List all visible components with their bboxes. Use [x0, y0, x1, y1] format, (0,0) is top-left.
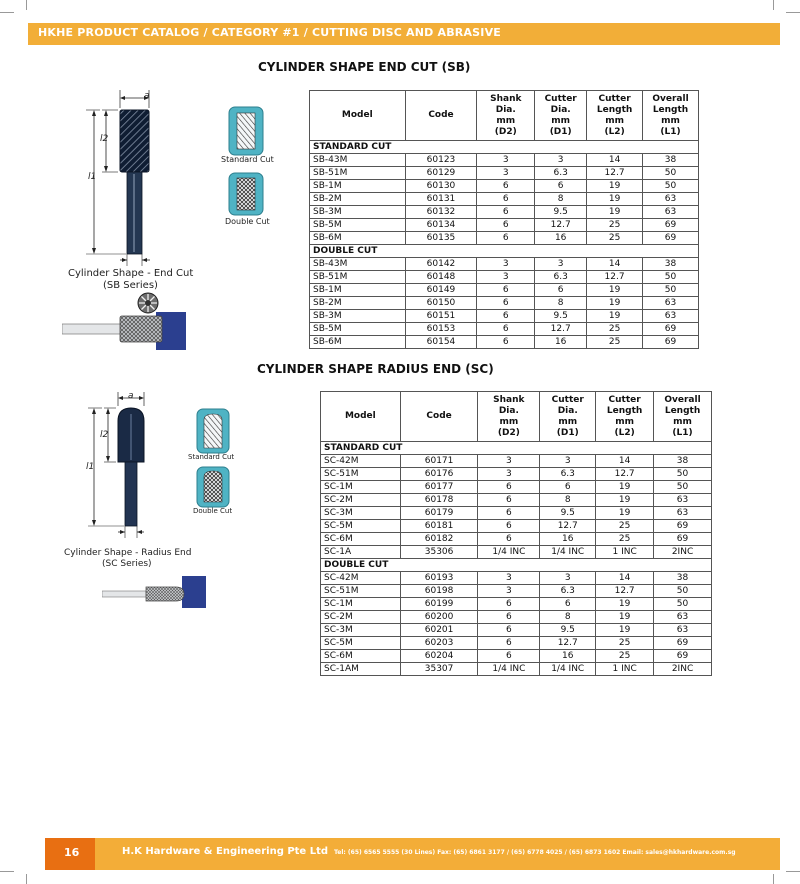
- table-row: [310, 297, 699, 310]
- cell-model: SC-42M: [321, 572, 401, 585]
- cell-shank-dia: 6: [478, 611, 540, 624]
- cell-shank-dia: 6: [477, 219, 535, 232]
- cell-overall-length: 63: [643, 310, 699, 323]
- cell-cutter-dia: 8: [535, 297, 587, 310]
- double-cut-label: Double Cut: [193, 507, 233, 515]
- cell-model: SC-5M: [321, 520, 401, 533]
- table-row: [321, 494, 712, 507]
- cell-model: SC-51M: [321, 468, 401, 481]
- cell-model: SB-51M: [310, 271, 406, 284]
- cell-cutter-length: 12.7: [587, 167, 643, 180]
- cell-cutter-dia: 6.3: [540, 468, 596, 481]
- cell-cutter-length: 25: [596, 637, 654, 650]
- table-row: [321, 598, 712, 611]
- cell-overall-length: 69: [643, 232, 699, 245]
- cell-cutter-dia: 8: [535, 193, 587, 206]
- table-row: [321, 650, 712, 663]
- group-row: [310, 141, 699, 154]
- group-row: [321, 559, 712, 572]
- table-row: [321, 520, 712, 533]
- table-row: [321, 585, 712, 598]
- cell-overall-length: 63: [654, 494, 712, 507]
- table-row: [321, 663, 712, 676]
- cell-cutter-length: 19: [587, 310, 643, 323]
- table-row: [310, 271, 699, 284]
- sc-figure-caption-line1: Cylinder Shape - Radius End: [64, 548, 192, 558]
- cell-shank-dia: 6: [477, 193, 535, 206]
- cell-cutter-length: 19: [596, 507, 654, 520]
- cell-code: 60201: [400, 624, 478, 637]
- cell-overall-length: 63: [643, 193, 699, 206]
- cell-cutter-length: 1 INC: [596, 663, 654, 676]
- company-name: H.K Hardware & Engineering Pte Ltd: [122, 846, 329, 857]
- cell-cutter-dia: 12.7: [540, 520, 596, 533]
- cell-shank-dia: 6: [478, 507, 540, 520]
- sb-table-body: [310, 141, 699, 349]
- double-cut-swatch: [196, 466, 230, 508]
- crop-mark: [0, 871, 14, 872]
- sc-technical-drawing: [86, 390, 166, 540]
- table-row: [321, 481, 712, 494]
- sb-spec-table: [309, 90, 699, 349]
- table-row: [321, 468, 712, 481]
- col-header-code: Code: [405, 91, 477, 141]
- dim-label-a: a: [144, 91, 150, 101]
- cell-code: 60123: [405, 154, 477, 167]
- cell-cutter-length: 12.7: [596, 585, 654, 598]
- group-row: [310, 245, 699, 258]
- cell-model: SC-2M: [321, 611, 401, 624]
- cell-model: SB-5M: [310, 219, 406, 232]
- cell-code: 60203: [400, 637, 478, 650]
- double-cut-swatch: [228, 172, 264, 216]
- dim-label-l2: l2: [100, 430, 109, 440]
- cell-code: 60177: [400, 481, 478, 494]
- cell-code: 35307: [400, 663, 478, 676]
- cell-code: 60132: [405, 206, 477, 219]
- cell-overall-length: 50: [654, 481, 712, 494]
- section-title-sc: CYLINDER SHAPE RADIUS END (SC): [257, 362, 494, 376]
- cell-cutter-length: 19: [596, 598, 654, 611]
- section-title-sb: CYLINDER SHAPE END CUT (SB): [258, 60, 471, 74]
- cell-cutter-dia: 16: [540, 533, 596, 546]
- cell-cutter-dia: 3: [535, 258, 587, 271]
- table-row: [310, 219, 699, 232]
- cell-model: SB-1M: [310, 284, 406, 297]
- cell-code: 60148: [405, 271, 477, 284]
- standard-cut-swatch: [196, 408, 230, 454]
- cell-shank-dia: 3: [478, 585, 540, 598]
- cell-cutter-length: 1 INC: [596, 546, 654, 559]
- cell-model: SB-2M: [310, 193, 406, 206]
- cell-cutter-length: 14: [587, 258, 643, 271]
- cell-model: SC-1M: [321, 481, 401, 494]
- table-row: [310, 323, 699, 336]
- cell-shank-dia: 6: [478, 533, 540, 546]
- cell-cutter-length: 19: [587, 180, 643, 193]
- cell-cutter-length: 12.7: [587, 271, 643, 284]
- cell-shank-dia: 6: [477, 232, 535, 245]
- cell-overall-length: 69: [654, 637, 712, 650]
- cell-shank-dia: 6: [478, 520, 540, 533]
- cell-cutter-length: 25: [587, 336, 643, 349]
- cell-overall-length: 38: [654, 572, 712, 585]
- cell-overall-length: 69: [654, 533, 712, 546]
- cell-cutter-dia: 6: [540, 598, 596, 611]
- col-header-cutter-length: Cutter Length mm (L2): [587, 91, 643, 141]
- cell-code: 60176: [400, 468, 478, 481]
- breadcrumb: HKHE PRODUCT CATALOG / CATEGORY #1 / CUTTING DISC AND ABRASIVE: [38, 26, 502, 39]
- cell-shank-dia: 6: [477, 310, 535, 323]
- cell-model: SB-5M: [310, 323, 406, 336]
- cell-code: 60178: [400, 494, 478, 507]
- dim-label-l1: l1: [88, 172, 97, 182]
- cell-shank-dia: 6: [477, 336, 535, 349]
- table-row: [310, 310, 699, 323]
- cell-shank-dia: 3: [477, 258, 535, 271]
- col-header-overall-length: Overall Length mm (L1): [654, 392, 712, 442]
- sb-figure-caption-line2: (SB Series): [103, 280, 158, 291]
- cell-code: 60179: [400, 507, 478, 520]
- cell-code: 60134: [405, 219, 477, 232]
- sc-product-photo: [102, 574, 208, 608]
- cell-cutter-length: 19: [596, 481, 654, 494]
- crop-mark: [26, 874, 27, 884]
- cell-overall-length: 69: [654, 650, 712, 663]
- cell-cutter-dia: 9.5: [535, 206, 587, 219]
- col-header-model: Model: [321, 392, 401, 442]
- cell-code: 60171: [400, 455, 478, 468]
- table-row: [310, 154, 699, 167]
- cell-cutter-dia: 12.7: [535, 219, 587, 232]
- table-row: [321, 533, 712, 546]
- cell-cutter-dia: 12.7: [540, 637, 596, 650]
- table-row: [310, 336, 699, 349]
- cell-overall-length: 50: [643, 271, 699, 284]
- cell-cutter-dia: 6.3: [540, 585, 596, 598]
- col-header-cutter-length: Cutter Length mm (L2): [596, 392, 654, 442]
- table-row: [321, 624, 712, 637]
- table-row: [310, 167, 699, 180]
- cell-model: SC-51M: [321, 585, 401, 598]
- cell-shank-dia: 6: [478, 494, 540, 507]
- cell-cutter-length: 19: [587, 297, 643, 310]
- cell-code: 60154: [405, 336, 477, 349]
- cell-model: SC-3M: [321, 507, 401, 520]
- table-row: [321, 507, 712, 520]
- cell-model: SB-51M: [310, 167, 406, 180]
- cell-overall-length: 38: [643, 258, 699, 271]
- cell-model: SB-3M: [310, 310, 406, 323]
- cell-overall-length: 69: [643, 219, 699, 232]
- cell-cutter-dia: 6: [540, 481, 596, 494]
- cell-model: SC-1AM: [321, 663, 401, 676]
- cell-overall-length: 50: [654, 468, 712, 481]
- table-row: [321, 611, 712, 624]
- cell-overall-length: 38: [654, 455, 712, 468]
- cell-code: 60149: [405, 284, 477, 297]
- cell-shank-dia: 6: [478, 598, 540, 611]
- cell-model: SC-2M: [321, 494, 401, 507]
- cell-shank-dia: 6: [477, 323, 535, 336]
- cell-cutter-length: 14: [587, 154, 643, 167]
- cell-shank-dia: 6: [478, 624, 540, 637]
- dim-label-l2: l2: [100, 134, 109, 144]
- cell-model: SB-43M: [310, 258, 406, 271]
- cell-overall-length: 63: [643, 297, 699, 310]
- cell-cutter-dia: 9.5: [540, 507, 596, 520]
- cell-cutter-length: 14: [596, 572, 654, 585]
- sc-figure-caption-line2: (SC Series): [102, 559, 152, 569]
- cell-code: 35306: [400, 546, 478, 559]
- cell-overall-length: 63: [654, 507, 712, 520]
- cell-overall-length: 2INC: [654, 546, 712, 559]
- cell-cutter-dia: 6: [535, 284, 587, 297]
- cell-cutter-dia: 1/4 INC: [540, 663, 596, 676]
- cell-overall-length: 63: [643, 206, 699, 219]
- table-row: [321, 637, 712, 650]
- cell-model: SC-1M: [321, 598, 401, 611]
- cell-cutter-length: 25: [587, 232, 643, 245]
- cell-code: 60182: [400, 533, 478, 546]
- cell-code: 60135: [405, 232, 477, 245]
- cell-code: 60129: [405, 167, 477, 180]
- cell-model: SB-6M: [310, 232, 406, 245]
- cell-code: 60151: [405, 310, 477, 323]
- cell-cutter-dia: 1/4 INC: [540, 546, 596, 559]
- cell-overall-length: 50: [643, 284, 699, 297]
- crop-mark: [773, 874, 774, 884]
- col-header-shank: Shank Dia. mm (D2): [478, 392, 540, 442]
- col-header-shank: Shank Dia. mm (D2): [477, 91, 535, 141]
- cell-cutter-dia: 16: [540, 650, 596, 663]
- crop-mark: [786, 871, 800, 872]
- cell-cutter-dia: 3: [535, 154, 587, 167]
- cell-cutter-length: 19: [587, 284, 643, 297]
- table-row: [321, 572, 712, 585]
- cell-code: 60200: [400, 611, 478, 624]
- crop-mark: [0, 12, 14, 13]
- cell-shank-dia: 3: [478, 455, 540, 468]
- group-row: [321, 442, 712, 455]
- cell-model: SC-42M: [321, 455, 401, 468]
- col-header-cutter-dia: Cutter Dia. mm (D1): [535, 91, 587, 141]
- crop-mark: [26, 0, 27, 10]
- standard-cut-swatch: [228, 106, 264, 156]
- cell-model: SC-5M: [321, 637, 401, 650]
- cell-code: 60150: [405, 297, 477, 310]
- cell-code: 60204: [400, 650, 478, 663]
- table-row: [321, 455, 712, 468]
- col-header-overall-length: Overall Length mm (L1): [643, 91, 699, 141]
- sc-table-body: [321, 442, 712, 676]
- cell-overall-length: 50: [643, 167, 699, 180]
- cell-overall-length: 38: [643, 154, 699, 167]
- cell-shank-dia: 3: [477, 271, 535, 284]
- col-header-model: Model: [310, 91, 406, 141]
- cell-shank-dia: 1/4 INC: [478, 663, 540, 676]
- group-label: DOUBLE CUT: [310, 245, 699, 258]
- cell-code: 60198: [400, 585, 478, 598]
- cell-overall-length: 2INC: [654, 663, 712, 676]
- sb-figure-caption-line1: Cylinder Shape - End Cut: [68, 268, 194, 279]
- cell-code: 60193: [400, 572, 478, 585]
- cell-code: 60131: [405, 193, 477, 206]
- cell-model: SB-6M: [310, 336, 406, 349]
- cell-model: SB-43M: [310, 154, 406, 167]
- sb-product-photo: [62, 310, 188, 350]
- cell-shank-dia: 3: [478, 572, 540, 585]
- cell-model: SB-1M: [310, 180, 406, 193]
- cell-code: 60142: [405, 258, 477, 271]
- cell-shank-dia: 6: [477, 180, 535, 193]
- table-row: [310, 206, 699, 219]
- cell-cutter-length: 19: [596, 494, 654, 507]
- cell-cutter-length: 25: [587, 323, 643, 336]
- cell-model: SC-1A: [321, 546, 401, 559]
- cell-cutter-length: 25: [596, 520, 654, 533]
- col-header-cutter-dia: Cutter Dia. mm (D1): [540, 392, 596, 442]
- crop-mark: [786, 12, 800, 13]
- sc-spec-table: [320, 391, 712, 676]
- crop-mark: [773, 0, 774, 10]
- table-row: [310, 258, 699, 271]
- cell-cutter-length: 25: [596, 533, 654, 546]
- table-row: [321, 546, 712, 559]
- cell-cutter-length: 14: [596, 455, 654, 468]
- cell-overall-length: 50: [654, 585, 712, 598]
- cell-cutter-length: 25: [587, 219, 643, 232]
- table-row: [310, 284, 699, 297]
- cell-shank-dia: 3: [477, 154, 535, 167]
- cell-model: SC-3M: [321, 624, 401, 637]
- col-header-code: Code: [400, 392, 478, 442]
- page-number: 16: [64, 846, 80, 859]
- cell-overall-length: 69: [643, 323, 699, 336]
- cell-cutter-dia: 9.5: [535, 310, 587, 323]
- group-label: STANDARD CUT: [310, 141, 699, 154]
- cell-cutter-length: 12.7: [596, 468, 654, 481]
- cell-cutter-dia: 6.3: [535, 167, 587, 180]
- cell-overall-length: 50: [654, 598, 712, 611]
- cell-shank-dia: 6: [478, 637, 540, 650]
- cell-shank-dia: 6: [478, 650, 540, 663]
- double-cut-label: Double Cut: [225, 217, 270, 226]
- cell-code: 60181: [400, 520, 478, 533]
- cell-cutter-length: 19: [596, 611, 654, 624]
- dim-label-a: a: [128, 391, 134, 401]
- group-label: DOUBLE CUT: [321, 559, 712, 572]
- cell-code: 60130: [405, 180, 477, 193]
- cell-cutter-dia: 16: [535, 336, 587, 349]
- cell-cutter-dia: 12.7: [535, 323, 587, 336]
- cell-cutter-dia: 3: [540, 455, 596, 468]
- cell-cutter-dia: 8: [540, 611, 596, 624]
- cell-overall-length: 69: [643, 336, 699, 349]
- cell-shank-dia: 6: [478, 481, 540, 494]
- cell-cutter-dia: 16: [535, 232, 587, 245]
- cell-cutter-length: 25: [596, 650, 654, 663]
- cell-cutter-dia: 3: [540, 572, 596, 585]
- cell-overall-length: 63: [654, 611, 712, 624]
- cell-shank-dia: 6: [477, 284, 535, 297]
- cell-model: SB-3M: [310, 206, 406, 219]
- contact-info: Tel: (65) 6565 5555 (30 Lines) Fax: (65) 6861 3177 / (65) 6778 4025 / (65) 6873 1602 Email: sales@hkhardware.com.sg: [334, 849, 736, 856]
- cell-shank-dia: 6: [477, 206, 535, 219]
- cell-code: 60153: [405, 323, 477, 336]
- table-row: [310, 193, 699, 206]
- cell-shank-dia: 3: [477, 167, 535, 180]
- group-label: STANDARD CUT: [321, 442, 712, 455]
- cell-cutter-dia: 8: [540, 494, 596, 507]
- cell-shank-dia: 3: [478, 468, 540, 481]
- cell-overall-length: 63: [654, 624, 712, 637]
- cell-model: SC-6M: [321, 533, 401, 546]
- dim-label-l1: l1: [86, 462, 95, 472]
- cell-cutter-length: 19: [587, 206, 643, 219]
- table-row: [310, 180, 699, 193]
- table-row: [310, 232, 699, 245]
- cell-shank-dia: 6: [477, 297, 535, 310]
- cell-cutter-dia: 6: [535, 180, 587, 193]
- standard-cut-label: Standard Cut: [188, 453, 235, 461]
- standard-cut-label: Standard Cut: [221, 155, 274, 164]
- cell-cutter-dia: 9.5: [540, 624, 596, 637]
- cell-shank-dia: 1/4 INC: [478, 546, 540, 559]
- cell-code: 60199: [400, 598, 478, 611]
- cell-overall-length: 50: [643, 180, 699, 193]
- cell-model: SC-6M: [321, 650, 401, 663]
- cell-cutter-dia: 6.3: [535, 271, 587, 284]
- cell-model: SB-2M: [310, 297, 406, 310]
- cell-cutter-length: 19: [587, 193, 643, 206]
- cell-overall-length: 69: [654, 520, 712, 533]
- cell-cutter-length: 19: [596, 624, 654, 637]
